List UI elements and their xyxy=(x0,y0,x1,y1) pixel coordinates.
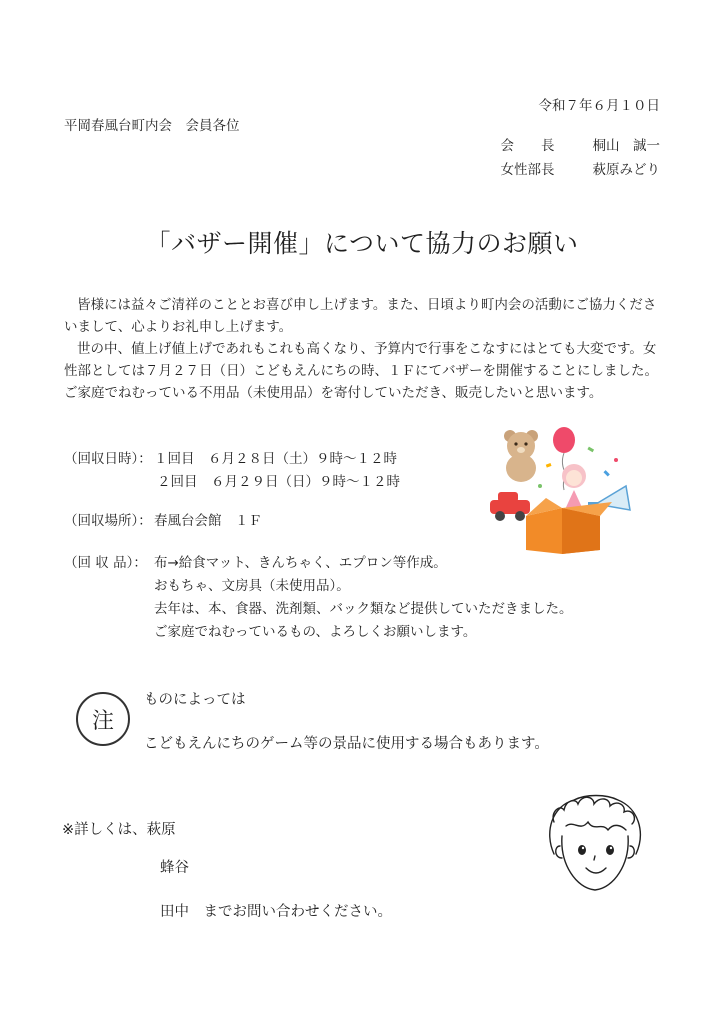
sender-role: 会 長 xyxy=(500,138,555,154)
gift-box-illustration xyxy=(488,424,638,554)
document-date: 令和７年６月１０日 xyxy=(538,98,660,114)
document-title: 「バザー開催」について協力のお願い xyxy=(145,229,579,258)
sender-name: 萩原みどり xyxy=(592,162,660,178)
teddy-bear-icon xyxy=(504,430,538,482)
body-text xyxy=(64,294,660,404)
toy-car-icon xyxy=(490,492,530,521)
collection-items-label: （回 収 品）： xyxy=(64,555,147,571)
sender-name: 桐山 誠一 xyxy=(592,138,660,154)
eye-icon xyxy=(578,845,614,855)
collection-date-label: （回収日時）： xyxy=(64,451,152,467)
sender-women-head xyxy=(501,158,661,178)
smiling-girl-face-illustration xyxy=(540,792,650,896)
collection-date-line-1: １回目 ６月２８日（土）９時～１２時 xyxy=(154,451,397,467)
collection-items-line-4: ご家庭でねむっているもの、よろしくお願いします。 xyxy=(154,624,477,640)
collection-date-line-2: ２回目 ６月２９日（日）９時～１２時 xyxy=(157,474,400,490)
sender-role: 女性部長 xyxy=(500,162,555,178)
body-paragraph-1: 皆様には益々ご清祥のこととお喜び申し上げます。また、日頃より町内会の活動にご協力くださいまして、心よりお礼申し上げます。 xyxy=(64,297,657,335)
collection-items-line-3: 去年は、本、食器、洗剤類、バック類など提供していただきました。 xyxy=(154,601,573,617)
collection-items-line-1: 布→給食マット、きんちゃく、エプロン等作成。 xyxy=(154,555,447,571)
contact-line-2: 蜂谷 xyxy=(160,860,189,876)
collection-place-label: （回収場所）： xyxy=(64,513,152,529)
note-line-2: こどもえんにちのゲーム等の景品に使用する場合もあります。 xyxy=(144,736,549,752)
sender-chairman xyxy=(501,134,661,154)
note-line-1: ものによっては xyxy=(144,692,246,708)
contact-line-3: 田中 までお問い合わせください。 xyxy=(160,904,392,920)
contact-line-1: ※詳しくは、萩原 xyxy=(62,822,176,838)
collection-place-value: 春風台会館 １Ｆ xyxy=(154,513,262,529)
body-paragraph-2: 世の中、値上げ値上げであれもこれも高くなり、予算内で行事をこなすにはとても大変です。女性部としては７月２７日（日）こどもえんにちの時、１Ｆにてバザーを開催することにしました。ご家庭でねむっている不用品（未使用品）を寄付していただき、販売したいと思います。 xyxy=(64,341,658,401)
addressee: 平岡春風台町内会 会員各位 xyxy=(64,118,240,134)
collection-items-line-2: おもちゃ、文房具（未使用品）。 xyxy=(154,578,350,594)
note-mark-circle: 注 xyxy=(76,692,130,746)
